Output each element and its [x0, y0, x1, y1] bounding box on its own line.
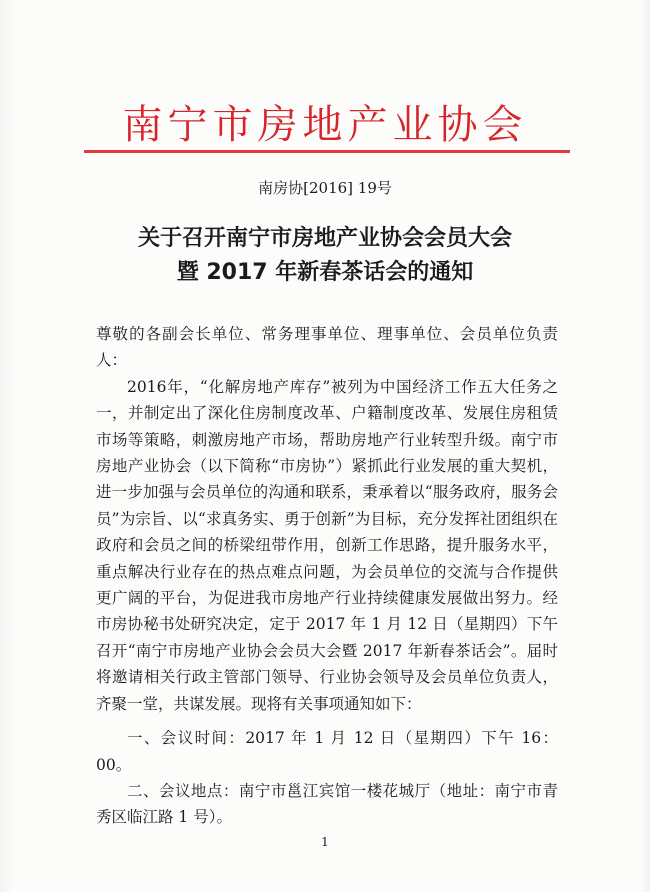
title-line-2: 暨 2017 年新春茶话会的通知: [176, 260, 474, 285]
meeting-location-item: 二、会议地点：南宁市邕江宾馆一楼花城厅（地址：南宁市青秀区临江路 1 号）。: [96, 781, 558, 827]
body-paragraph: 2016年，“化解房地产库存”被列为中国经济工作五大任务之一，并制定出了深化住房制度改革、户籍制度改革、发展住房租赁市场等策略，刺激房地产市场，帮助房地产行业转型升级。南宁市房地产业协会（以下简称“市房协”）紧抓此行业发展的重大契机，进一步加强与会员单位的沟通和联系，秉承着以“服务政府，服务会员”为宗旨、以“求真务实、勇于创新”为目标，充分发挥社团组织在政府和会员之间的桥梁纽带作用，创新工作思路，提升服务水平，重点解决行业存在的热点难点问题，为会员单位的交流与合作提供更广阔的平台，为促进我市房地产行业持续健康发展做出努力。经市房协秘书处研究决定，定于 2017 年 1 月 12 日（星期四）下午召开“南宁市房地产业协会会员大会暨 2017 年新春茶话会”。届时将邀请相关行政主管部门领导、行业协会领导及会员单位负责人，齐聚一堂，共谋发展。现将有关事项通知如下：: [96, 377, 558, 713]
organization-name: 南宁市房地产业协会: [122, 102, 528, 148]
salutation: 尊敬的各副会长单位、常务理事单位、理事单位、会员单位负责人：: [96, 325, 558, 370]
title-line-1: 关于召开南宁市房地产业协会会员大会: [137, 226, 512, 251]
document-title: [0, 222, 650, 290]
document-number: 南房协[2016] 19号: [258, 179, 392, 197]
document-body: [96, 321, 558, 831]
page-number: 1: [321, 835, 329, 849]
red-header-rule: [84, 150, 570, 153]
meeting-time-item: 一、会议时间：2017 年 1 月 12 日（星期四）下午 16：00。: [96, 729, 558, 774]
